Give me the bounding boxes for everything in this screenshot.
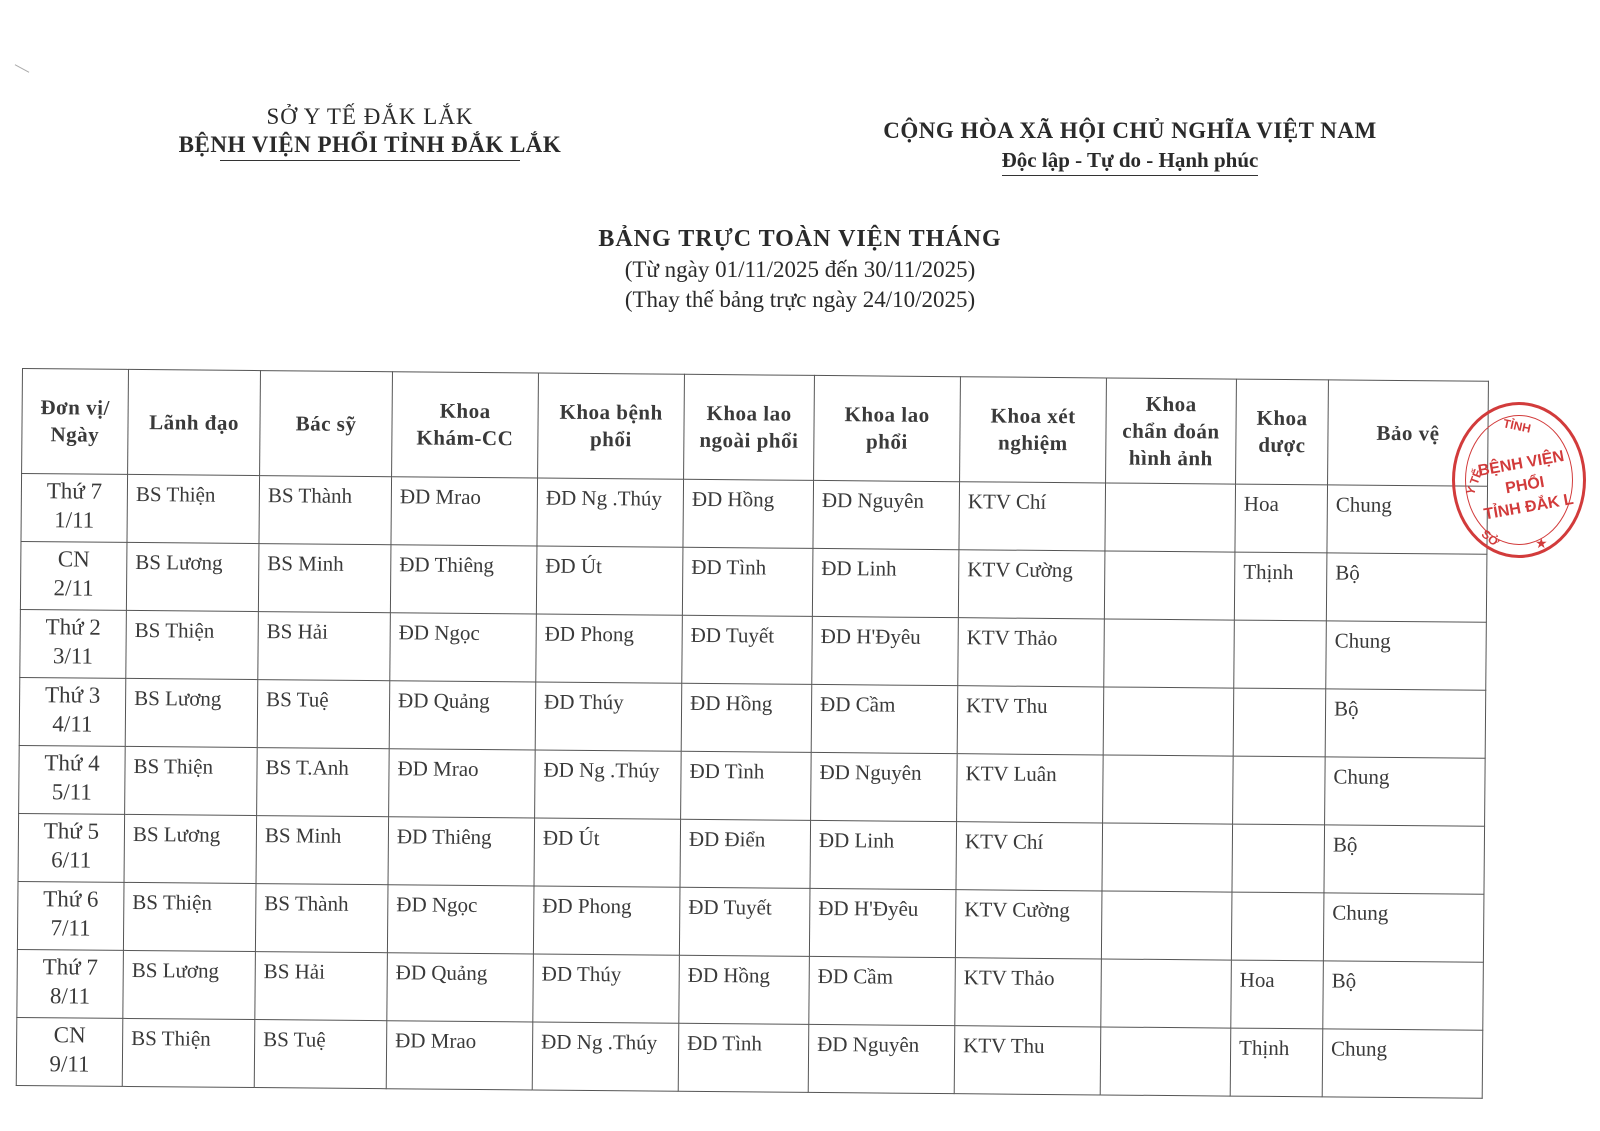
- date-label: 9/11: [49, 1051, 90, 1077]
- table-cell: KTV Chí: [959, 482, 1106, 551]
- table-cell: ĐD Ngọc: [387, 885, 534, 954]
- table-cell: ĐD Hồng: [683, 479, 814, 548]
- date-label: 5/11: [51, 779, 92, 805]
- column-header: [1236, 379, 1329, 485]
- table-cell: KTV Cường: [958, 550, 1105, 619]
- table-cell: BS Lương: [125, 678, 258, 747]
- column-header-line: Ngày: [50, 422, 100, 447]
- table-cell: Chung: [1322, 1029, 1483, 1098]
- table-header-row: [22, 369, 1489, 487]
- day-cell: [20, 609, 127, 678]
- day-cell: [17, 949, 124, 1018]
- table-row: [18, 813, 1485, 894]
- column-header: [814, 375, 961, 481]
- table-cell: BS Thiện: [123, 882, 256, 951]
- table-cell: ĐD Tuyết: [682, 615, 813, 684]
- table-cell: Bộ: [1324, 825, 1485, 894]
- table-cell: KTV Thảo: [958, 618, 1105, 687]
- weekday-label: Thứ 4: [44, 750, 100, 776]
- table-cell: ĐD Mrao: [391, 477, 538, 546]
- table-cell: ĐD Cầm: [809, 956, 956, 1025]
- weekday-label: Thứ 5: [43, 818, 100, 844]
- table-cell: Chung: [1323, 893, 1484, 962]
- motto: Độc lập - Tự do - Hạnh phúc: [1002, 148, 1259, 176]
- column-header-line: Khoa: [1256, 405, 1308, 431]
- table-cell: ĐD Linh: [810, 820, 957, 889]
- table-row: [16, 1017, 1483, 1098]
- table-row: [17, 881, 1484, 962]
- table-row: [20, 609, 1487, 690]
- table-cell: BS Minh: [258, 544, 391, 613]
- column-header-line: Lãnh đạo: [149, 409, 240, 435]
- table-cell: ĐD Út: [536, 546, 683, 615]
- table-cell: KTV Thu: [957, 686, 1104, 755]
- table-cell: ĐD Tình: [681, 751, 812, 820]
- column-header: [22, 369, 129, 475]
- table-cell: ĐD Nguyên: [811, 752, 958, 821]
- roster-sheet: [16, 368, 1488, 1099]
- weekday-label: Thứ 6: [43, 886, 99, 912]
- table-cell: BS Hải: [255, 952, 388, 1021]
- table-cell: Bộ: [1325, 689, 1486, 758]
- table-cell: KTV Thu: [954, 1026, 1101, 1095]
- document-title-block: [500, 226, 1100, 313]
- table-cell: Thịnh: [1234, 552, 1327, 621]
- date-label: 3/11: [52, 643, 94, 669]
- column-header: [684, 374, 815, 480]
- table-cell: KTV Thảo: [955, 958, 1102, 1027]
- table-cell: ĐD Thiêng: [390, 545, 537, 614]
- table-cell: ĐD Hồng: [681, 683, 812, 752]
- day-cell: [18, 813, 125, 882]
- seal-left-arc: Y TẾ: [1463, 467, 1486, 497]
- table-cell: [1234, 620, 1327, 689]
- seal-line-2: PHỔI: [1504, 473, 1546, 498]
- column-header: [538, 373, 685, 479]
- column-header-line: Đơn vị/: [40, 395, 110, 420]
- weekday-label: Thứ 3: [44, 682, 101, 708]
- table-cell: Chung: [1325, 757, 1486, 826]
- weekday-label: Thứ 2: [45, 614, 101, 640]
- column-header: [260, 371, 393, 477]
- column-header-line: hình ảnh: [1128, 445, 1213, 470]
- table-cell: KTV Cường: [955, 890, 1102, 959]
- day-cell: [19, 677, 126, 746]
- table-cell: ĐD Linh: [812, 548, 959, 617]
- table-cell: ĐD Ng .Thúy: [532, 1022, 679, 1091]
- column-header-line: nghiệm: [998, 430, 1068, 456]
- table-cell: [1105, 483, 1236, 552]
- table-cell: ĐD Ng .Thúy: [535, 750, 682, 819]
- table-cell: BS Lương: [124, 814, 257, 883]
- table-cell: BS Hải: [258, 612, 391, 681]
- agency-underline: [220, 160, 520, 161]
- table-cell: [1233, 688, 1326, 757]
- agency-header: [160, 104, 580, 161]
- day-cell: [17, 881, 124, 950]
- table-cell: KTV Chí: [956, 822, 1103, 891]
- table-cell: ĐD Thúy: [535, 682, 682, 751]
- date-label: 2/11: [53, 575, 94, 601]
- table-cell: [1101, 959, 1232, 1028]
- table-cell: BS Thành: [259, 476, 392, 545]
- table-cell: BS Thành: [255, 884, 388, 953]
- day-cell: [20, 541, 127, 610]
- column-header-line: phổi: [865, 429, 908, 454]
- column-header-line: Khoa lao: [706, 400, 792, 426]
- table-cell: ĐD Mrao: [389, 749, 536, 818]
- column-header-line: Khoa: [1145, 391, 1197, 416]
- replacement-note: (Thay thế bảng trực ngày 24/10/2025): [624, 287, 976, 312]
- column-header-line: ngoài phổi: [699, 427, 799, 453]
- table-cell: ĐD Phong: [536, 614, 683, 683]
- table-cell: Thịnh: [1230, 1028, 1323, 1097]
- table-cell: BS Lương: [126, 542, 259, 611]
- table-cell: [1101, 891, 1232, 960]
- agency-hospital: BỆNH VIỆN PHỔI TỈNH ĐẮK LẮK: [178, 132, 562, 157]
- scan-mark: [15, 64, 30, 72]
- table-cell: KTV Luân: [957, 754, 1104, 823]
- day-cell: [21, 474, 128, 543]
- national-motto: [860, 118, 1400, 176]
- seal-star-icon: ★: [1535, 535, 1548, 551]
- table-cell: BS Thiện: [122, 1018, 255, 1087]
- table-cell: ĐD Ng .Thúy: [537, 478, 684, 547]
- column-header-line: chẩn đoán: [1122, 418, 1220, 443]
- table-cell: ĐD Tình: [678, 1023, 809, 1092]
- table-cell: ĐD Út: [534, 818, 681, 887]
- weekday-label: CN: [57, 546, 90, 572]
- column-header-line: phổi: [589, 426, 632, 452]
- table-cell: ĐD Phong: [533, 886, 680, 955]
- table-cell: Bộ: [1323, 961, 1484, 1030]
- table-row: [19, 677, 1486, 758]
- table-row: [21, 474, 1488, 555]
- column-header-line: Khoa xét: [990, 403, 1076, 429]
- column-header-line: Bác sỹ: [295, 410, 357, 436]
- seal-bottom-arc: SỞ: [1478, 526, 1502, 550]
- seal-line-1: BỆNH VIỆN: [1476, 447, 1566, 480]
- column-header-line: Khám-CC: [416, 425, 514, 451]
- table-cell: ĐD Hồng: [679, 955, 810, 1024]
- table-cell: [1103, 755, 1234, 824]
- weekday-label: Thứ 7: [42, 954, 99, 980]
- column-header-line: Khoa lao: [844, 402, 930, 427]
- seal-top-arc: TỈNH: [1501, 416, 1533, 436]
- column-header: [960, 377, 1107, 483]
- table-body: [16, 474, 1487, 1099]
- table-cell: ĐD Nguyên: [808, 1024, 955, 1093]
- column-header: [1106, 378, 1237, 484]
- table-cell: ĐD H'Đyêu: [809, 888, 956, 957]
- weekday-label: CN: [53, 1022, 86, 1048]
- table-cell: BS Tuệ: [257, 680, 390, 749]
- table-cell: ĐD Quảng: [387, 953, 534, 1022]
- table-row: [19, 745, 1486, 826]
- column-header-line: Khoa: [439, 398, 491, 424]
- table-cell: ĐD Điển: [680, 819, 811, 888]
- table-cell: [1104, 551, 1235, 620]
- day-cell: [19, 745, 126, 814]
- day-cell: [16, 1017, 123, 1086]
- date-label: 4/11: [52, 711, 93, 737]
- table-cell: Chung: [1326, 621, 1487, 690]
- date-label: 6/11: [51, 847, 92, 873]
- table-cell: ĐD Thiêng: [388, 817, 535, 886]
- table-cell: [1102, 823, 1233, 892]
- column-header: [392, 372, 539, 478]
- duty-roster-table: [16, 368, 1489, 1099]
- weekday-label: Thứ 7: [46, 478, 103, 504]
- table-cell: [1231, 892, 1324, 961]
- table-cell: ĐD H'Đyêu: [812, 616, 959, 685]
- table-row: [20, 541, 1487, 622]
- hospital-seal: [1452, 402, 1586, 558]
- column-header: [128, 369, 261, 475]
- table-cell: BS Minh: [256, 816, 389, 885]
- date-label: 8/11: [49, 983, 91, 1009]
- column-header-line: Bảo vệ: [1376, 420, 1440, 445]
- table-cell: [1100, 1027, 1231, 1096]
- table-cell: BS Thiện: [125, 746, 258, 815]
- table-cell: [1104, 619, 1235, 688]
- table-cell: BS Thiện: [126, 610, 259, 679]
- table-cell: ĐD Tuyết: [679, 887, 810, 956]
- table-cell: [1232, 824, 1325, 893]
- table-row: [17, 949, 1484, 1030]
- column-header-line: dược: [1258, 432, 1306, 458]
- agency-department: SỞ Y TẾ ĐẮK LẮK: [266, 104, 474, 129]
- table-cell: ĐD Tình: [682, 547, 813, 616]
- table-cell: Hoa: [1235, 484, 1328, 553]
- table-cell: BS Thiện: [127, 474, 260, 543]
- table-cell: Hoa: [1231, 960, 1324, 1029]
- table-cell: ĐD Ngọc: [390, 613, 537, 682]
- table-cell: BS Tuệ: [254, 1020, 387, 1089]
- table-cell: Chung: [1327, 485, 1488, 554]
- table-cell: [1233, 756, 1326, 825]
- date-label: 1/11: [54, 507, 95, 533]
- country-name: CỘNG HÒA XÃ HỘI CHỦ NGHĨA VIỆT NAM: [883, 118, 1377, 143]
- table-cell: [1103, 687, 1234, 756]
- table-cell: ĐD Nguyên: [813, 480, 960, 549]
- date-label: 7/11: [50, 915, 91, 941]
- table-cell: ĐD Thúy: [533, 954, 680, 1023]
- table-cell: ĐD Cầm: [811, 684, 958, 753]
- table-cell: ĐD Mrao: [386, 1021, 533, 1090]
- table-cell: Bộ: [1326, 553, 1487, 622]
- seal-line-3: TỈNH ĐẮK L: [1482, 490, 1575, 524]
- table-cell: BS Lương: [123, 950, 256, 1019]
- document-title: BẢNG TRỰC TOÀN VIỆN THÁNG: [598, 226, 1002, 252]
- table-cell: ĐD Quảng: [389, 681, 536, 750]
- date-range: (Từ ngày 01/11/2025 đến 30/11/2025): [624, 257, 976, 282]
- column-header-line: Khoa bệnh: [559, 399, 663, 425]
- table-cell: BS T.Anh: [257, 748, 390, 817]
